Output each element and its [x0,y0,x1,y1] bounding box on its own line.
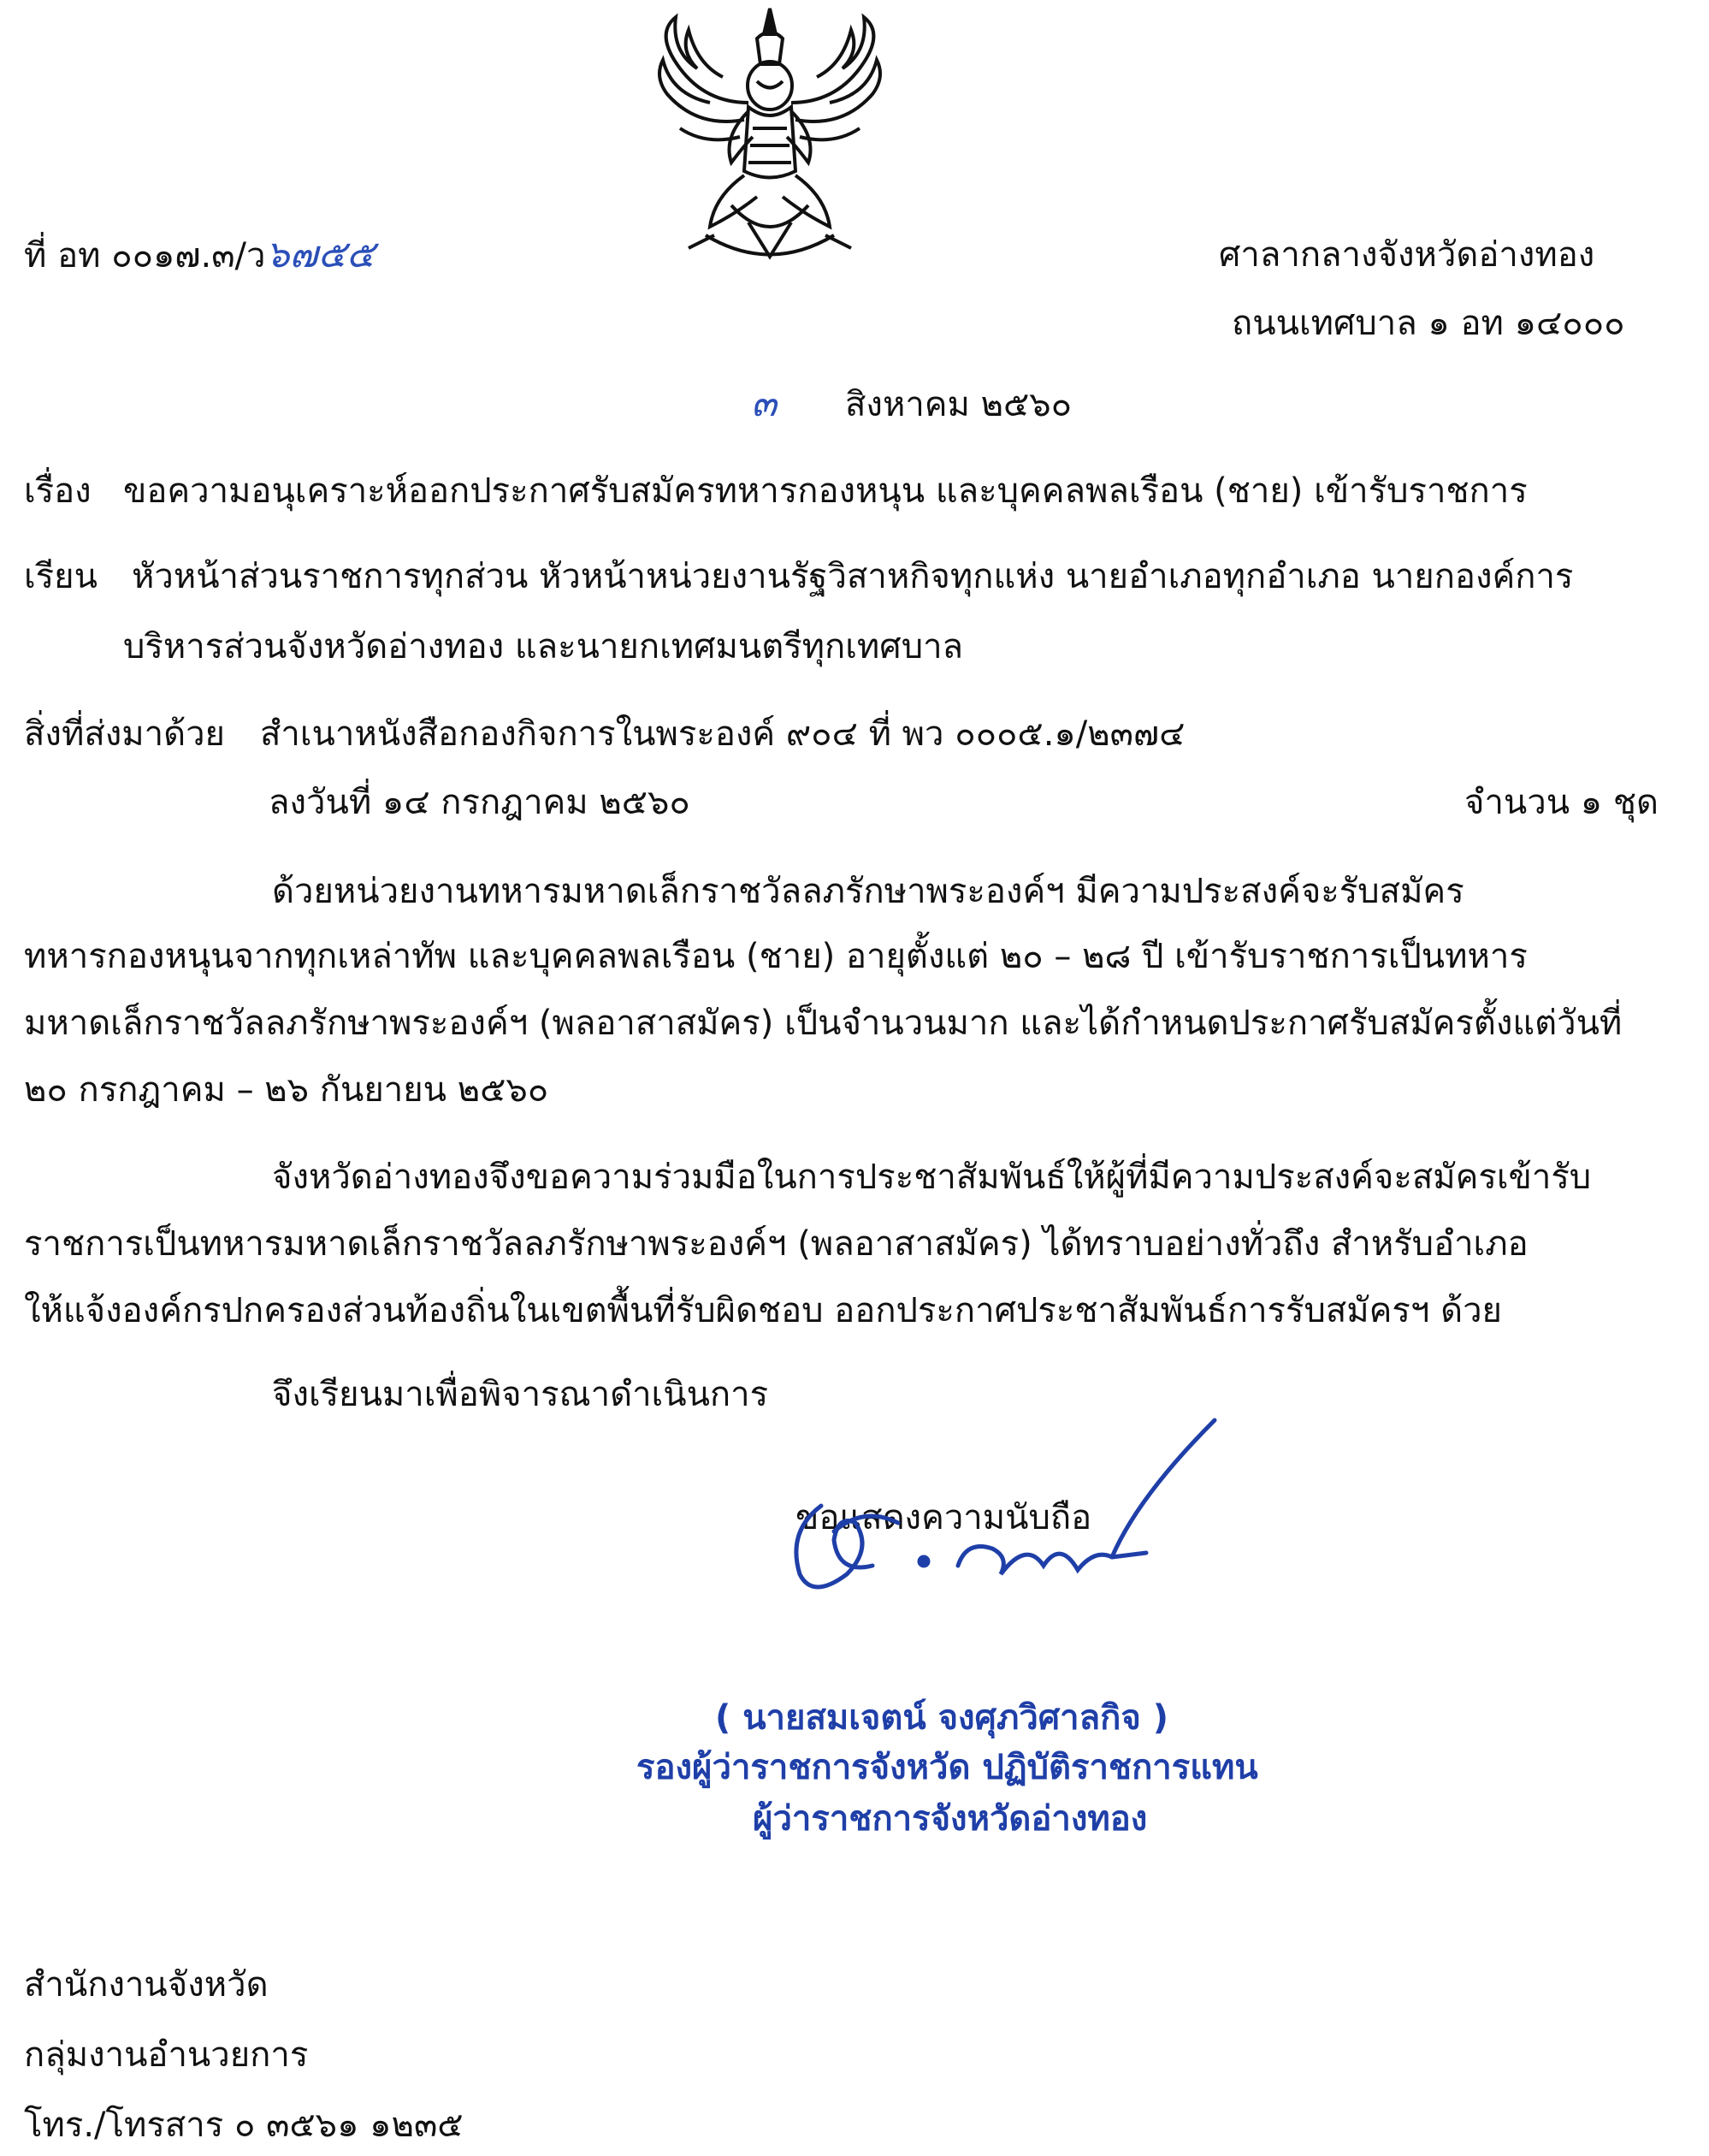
office-address: ถนนเทศบาล ๑ อท ๑๔๐๐๐ [1232,304,1625,343]
footer-division: กลุ่มงานอำนวยการ [24,2035,309,2075]
enclosure-line-2: ลงวันที่ ๑๔ กรกฎาคม ๒๕๖๐ [269,783,690,822]
enclosure-text-1: สำเนาหนังสือกองกิจการในพระองค์ ๙๐๔ ที่ พว ๐๐๐๕.๑/๒๓๗๔ [260,714,1186,754]
signatory-name: ( นายสมเจตน์ จงศุภวิศาลกิจ ) [715,1698,1168,1738]
enclosure-label: สิ่งที่ส่งมาด้วย [24,714,225,754]
recipient-text-1: หัวหน้าส่วนราชการทุกส่วน หัวหน้าหน่วยงานรัฐวิสาหกิจทุกแห่ง นายอำเภอทุกอำเภอ นายกองค์การ [132,557,1574,596]
garuda-emblem-icon [629,0,911,282]
paragraph-2-line-3: ให้แจ้งองค์กรปกครองส่วนท้องถิ่นในเขตพื้นที่รับผิดชอบ ออกประกาศประชาสัมพันธ์การรับสมัครฯ ด้วย [24,1291,1502,1330]
handwritten-date-day: ๓ [751,382,778,425]
subject-line [24,469,1528,513]
paragraph-1-line-2: ทหารกองหนุนจากทุกเหล่าทัพ และบุคคลพลเรือน (ชาย) อายุตั้งแต่ ๒๐ – ๒๘ ปี เข้ารับราชการเป็นทหาร [24,937,1528,976]
signatory-title-1: รองผู้ว่าราชการจังหวัด ปฏิบัติราชการแทน [636,1748,1258,1787]
recipient-line-1 [24,554,1573,599]
paragraph-2-line-2: ราชการเป็นทหารมหาดเล็กราชวัลลภรักษาพระองค์ฯ (พลอาสาสมัคร) ได้ทราบอย่างทั่วถึง สำหรับอำเภอ [24,1224,1529,1264]
paragraph-1-line-4: ๒๐ กรกฎาคม – ๒๖ กันยายน ๒๕๖๐ [24,1070,549,1110]
subject-label: เรื่อง [24,471,92,511]
salutation: ขอแสดงความนับถือ [795,1498,1092,1537]
reference-label: ที่ อท ๐๐๑๗.๓/ว [24,236,266,275]
handwritten-reference-number: ๖๗๕๕ [265,233,376,276]
reference-number [24,233,375,278]
footer-department: สำนักงานจังหวัด [24,1965,269,2005]
recipient-label: เรียน [24,557,98,596]
paragraph-1-line-3: มหาดเล็กราชวัลลภรักษาพระองค์ฯ (พลอาสาสมัคร) เป็นจำนวนมาก และได้กำหนดประกาศรับสมัครตั้งแต่วันที่ [24,1004,1623,1043]
recipient-line-2: บริหารส่วนจังหวัดอ่างทอง และนายกเทศมนตรีทุกเทศบาล [123,627,964,666]
paragraph-2-line-1: จังหวัดอ่างทองจึงขอความร่วมมือในการประชาสัมพันธ์ให้ผู้ที่มีความประสงค์จะสมัครเข้ารับ [272,1158,1592,1197]
signatory-title-2: ผู้ว่าราชการจังหวัดอ่างทอง [753,1799,1148,1839]
office-name: ศาลากลางจังหวัดอ่างทอง [1219,235,1595,275]
closing-request: จึงเรียนมาเพื่อพิจารณาดำเนินการ [272,1375,769,1414]
paragraph-1-line-1: ด้วยหน่วยงานทหารมหาดเล็กราชวัลลภรักษาพระองค์ฯ มีความประสงค์จะรับสมัคร [272,872,1464,911]
document-date [751,382,1072,427]
footer-phone: โทร./โทรสาร ๐ ๓๕๖๑ ๑๒๓๕ [24,2106,464,2145]
date-month-year: สิงหาคม ๒๕๖๐ [845,385,1073,424]
enclosure-line-1 [24,712,1185,756]
enclosure-count: จำนวน ๑ ชุด [1464,783,1659,822]
subject-text: ขอความอนุเคราะห์ออกประกาศรับสมัครทหารกองหนุน และบุคคลพลเรือน (ชาย) เข้ารับราชการ [123,471,1528,511]
handwritten-signature [753,1403,1232,1694]
